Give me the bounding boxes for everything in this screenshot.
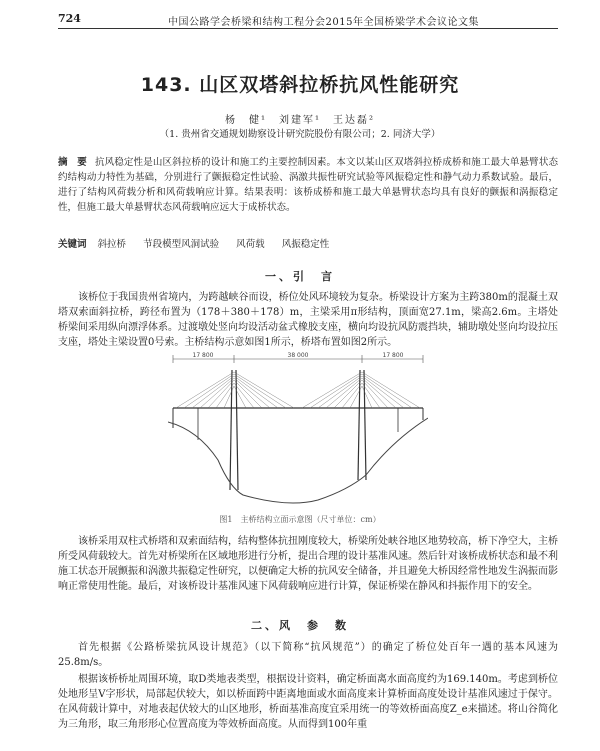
section-title-introduction: 一、引 言 [265,270,335,283]
keyword: 风荷载 [236,239,265,250]
dimension-label: 17 800 [382,352,404,359]
keyword: 斜拉桥 [97,239,127,250]
page-number: 724 [58,12,81,25]
bridge-elevation-figure [168,350,428,510]
section-title-wind-parameters: 二、风 参 数 [251,619,349,632]
paragraph-intro-1: 该桥位于我国贵州省境内，为跨越峡谷而设，桥位处风环境较为复杂。桥梁设计方案为主跨380m的混凝土双塔双索面斜拉桥，跨径布置为（178＋380＋178）m，主梁采用π形结构，顶面宽27.1m，梁高2.6m。主塔处桥梁间采用纵向漂浮体系。过渡墩处竖向均设活动盆式橡胶支座，横向均设抗风防震挡块，辅助墩处竖向均设拉压支座，塔处主梁设置0号索。主桥结构示意如图1所示，桥塔布置如图2所示。 [58,292,558,348]
authors: 杨 健¹ 刘建军¹ 王达磊² [224,115,376,126]
paragraph-intro-2: 该桥采用双柱式桥塔和双索面结构，结构整体抗扭刚度较大，桥梁所处峡谷地区地势较高，桥下净空大，主桥所受风荷载较大。首先对桥梁所在区域地形进行分析，提出合理的设计基准风速。然后针对该桥成桥状态和最不利施工状态开展颤振和涡激共振稳定性研究，以便确定大桥的抗风安全储备，并且避免大桥因经常性地发生涡振而影响正常使用性能。最后，对该桥设计基准风速下风荷载响应进行计算，保证桥梁在静风和抖振作用下的安全。 [58,536,558,592]
keywords [58,236,343,250]
abstract [58,155,558,215]
page-header [58,12,558,29]
dimension-label: 38 000 [287,352,309,359]
abstract-label: 摘 要 [58,157,87,168]
left-tower [176,370,294,490]
paragraph-wind-1: 首先根据《公路桥梁抗风设计规范》（以下简称“抗风规范”）的确定了桥位处百年一遇的基本风速为25.8m/s。 [58,642,558,668]
figure-caption: 图1 主桥结构立面示意图（尺寸单位：cm） [219,515,381,524]
keyword: 风振稳定性 [281,239,330,250]
keyword: 节段模型风洞试验 [143,239,220,250]
paragraph-wind-2: 根据该桥桥址周围环境，取D类地表类型，根据设计资料，确定桥面离水面高度约为169.140m。考虑到桥位处地形呈V字形状，局部起伏较大，如以桥面跨中距离地面或水面高度来计算桥面高度处设计基准风速过于保守。在风荷载计算中，对地表起伏较大的山区地形，桥面基准高度宜采用统一的等效桥面高度Z_e来描述。将山谷简化为三角形，取三角形形心位置高度为等效桥面高度。从而得到100年重 [58,674,558,730]
right-tower [302,370,420,480]
paper-title: 143. 山区双塔斜拉桥抗风性能研究 [140,74,460,96]
dimension-label: 17 800 [192,352,214,359]
valley-ground-line [168,418,428,503]
keywords-label: 关键词 [58,239,87,250]
bridge-elevation-drawing [168,350,428,510]
affiliation: （1. 贵州省交通规划勘察设计研究院股份有限公司；2. 同济大学） [159,129,441,140]
journal-title: 中国公路学会桥梁和结构工程分会2015年全国桥梁学术会议论文集 [168,17,479,28]
abstract-text: 抗风稳定性是山区斜拉桥的设计和施工约主要控制因素。本文以某山区双塔斜拉桥成桥和施工最大单悬臂状态约结构动力特性为基础，分别进行了颤振稳定性试验、涡激共振性研究试验等风振稳定性和静气动力系数试验。最后，进行了结构风荷载分析和风荷载响应计算。结果表明：该桥成桥和施工最大单悬臂状态均具有良好的颤振和涡振稳定性，但施工最大单悬臂状态风荷载响应远大于成桥状态。 [58,157,558,213]
